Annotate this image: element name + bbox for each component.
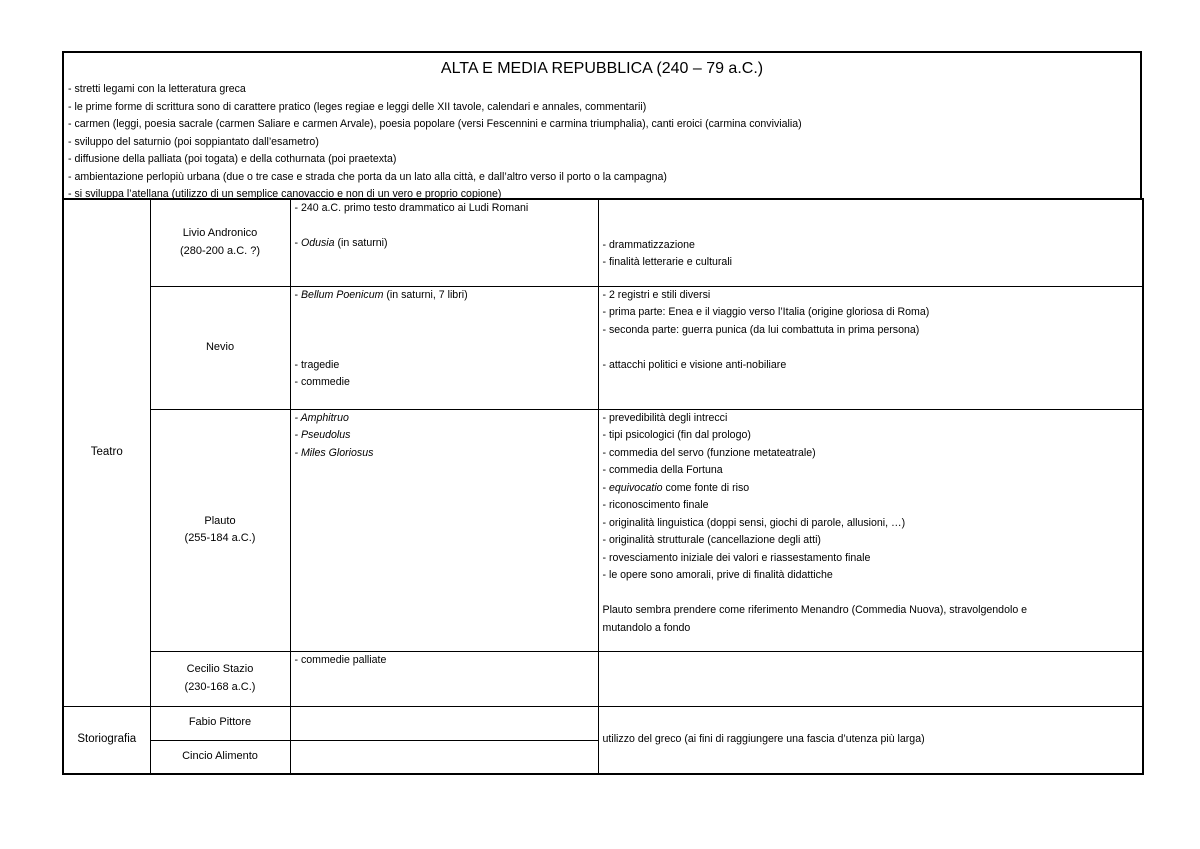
note-line: - prevedibilità degli intrecci bbox=[602, 411, 728, 424]
page-title: ALTA E MEDIA REPUBBLICA (240 – 79 a.C.) bbox=[440, 60, 764, 77]
note-line: mutandolo a fondo bbox=[602, 621, 691, 634]
work-line: - tragedie bbox=[294, 358, 340, 371]
note-line: - commedia del servo (funzione metateatrale) bbox=[602, 446, 816, 459]
table-row bbox=[63, 199, 1143, 286]
note-line: - tipi psicologici (fin dal prologo) bbox=[602, 429, 751, 441]
intro-line: - ambientazione perlopiù urbana (due o tre case e strada che porta da un lato alla città, e dall’altro verso il porto o la campagna) bbox=[68, 170, 667, 183]
work-title: Odusia bbox=[300, 237, 335, 249]
works-cell bbox=[290, 706, 598, 740]
note-term: equivocatio bbox=[608, 481, 663, 494]
work-line: - Miles Gloriosus bbox=[294, 446, 374, 459]
intro-line: - stretti legami con la letteratura greca bbox=[68, 83, 246, 95]
note-line: - le opere sono amorali, prive di finalità didattiche bbox=[602, 569, 833, 581]
author-name: Cincio Alimento bbox=[150, 740, 290, 774]
note-line: - equivocatio come fonte di riso bbox=[602, 481, 750, 494]
works-cell bbox=[290, 651, 598, 706]
intro-line: - sviluppo del saturnio (poi soppiantato dall’esametro) bbox=[68, 135, 319, 148]
works-cell bbox=[290, 199, 598, 286]
author-cell bbox=[150, 651, 290, 706]
document-page bbox=[62, 51, 1142, 775]
note-line: - finalità letterarie e culturali bbox=[602, 256, 733, 268]
table-row bbox=[63, 651, 1143, 706]
category-storiografia: Storiografia bbox=[63, 706, 150, 774]
works-cell bbox=[290, 286, 598, 409]
notes-cell: utilizzo del greco (ai fini di raggiungere una fascia d’utenza più larga) bbox=[598, 706, 1143, 774]
note-line: - prima parte: Enea e il viaggio verso l’Italia (origine gloriosa di Roma) bbox=[602, 306, 930, 318]
table-row bbox=[63, 286, 1143, 409]
author-name: Fabio Pittore bbox=[150, 706, 290, 740]
author-dates: (230-168 a.C.) bbox=[184, 680, 256, 693]
author-cell bbox=[150, 286, 290, 409]
author-dates: (255-184 a.C.) bbox=[184, 532, 256, 544]
notes-cell bbox=[598, 199, 1143, 286]
author-name: Nevio bbox=[205, 340, 235, 353]
work-title: Bellum Poenicum bbox=[300, 288, 384, 301]
notes-cell bbox=[598, 651, 1143, 706]
note-line: - drammatizzazione bbox=[602, 238, 695, 251]
table-row bbox=[63, 706, 1143, 740]
author-cell bbox=[150, 199, 290, 286]
author-name: Livio Andronico bbox=[182, 227, 258, 240]
work-line: - Bellum Poenicum (in saturni, 7 libri) bbox=[294, 288, 468, 301]
intro-line: - le prime forme di scrittura sono di carattere pratico (leges regiae e leggi delle XII tavole, calendari e annales, commentarii) bbox=[68, 100, 647, 113]
works-cell bbox=[290, 740, 598, 774]
category-teatro: Teatro bbox=[63, 199, 150, 706]
notes-cell bbox=[598, 409, 1143, 651]
note-line: - rovesciamento iniziale dei valori e riassestamento finale bbox=[602, 551, 871, 564]
note-line: - commedia della Fortuna bbox=[602, 464, 723, 476]
notes-cell bbox=[598, 286, 1143, 409]
work-line: - Odusia (in saturni) bbox=[294, 237, 388, 249]
authors-table bbox=[62, 198, 1144, 775]
note-line: - originalità strutturale (cancellazione degli atti) bbox=[602, 534, 821, 546]
note-line: - seconda parte: guerra punica (da lui combattuta in prima persona) bbox=[602, 323, 920, 336]
work-line: - 240 a.C. primo testo drammatico ai Ludi Romani bbox=[294, 202, 529, 214]
intro-line: - si sviluppa l’atellana (utilizzo di un semplice canovaccio e non di un vero e proprio copione) bbox=[68, 188, 502, 200]
note-line: - attacchi politici e visione anti-nobiliare bbox=[602, 358, 787, 371]
note-line: - 2 registri e stili diversi bbox=[602, 288, 711, 301]
intro-box bbox=[62, 51, 1142, 198]
note-line: Plauto sembra prendere come riferimento Menandro (Commedia Nuova), stravolgendolo e bbox=[602, 604, 1028, 616]
author-name: Plauto bbox=[204, 514, 236, 527]
author-dates: (280-200 a.C. ?) bbox=[179, 244, 261, 257]
works-cell bbox=[290, 409, 598, 651]
note-line: - riconoscimento finale bbox=[602, 499, 709, 511]
author-name: Cecilio Stazio bbox=[186, 663, 254, 675]
work-line: - commedie palliate bbox=[294, 653, 387, 666]
intro-line: - diffusione della palliata (poi togata) e della cothurnata (poi praetexta) bbox=[68, 153, 397, 165]
work-line: - Amphitruo bbox=[294, 411, 349, 424]
work-line: - commedie bbox=[294, 376, 350, 388]
author-cell bbox=[150, 409, 290, 651]
note-line: - originalità linguistica (doppi sensi, giochi di parole, allusioni, …) bbox=[602, 516, 906, 529]
table-row bbox=[63, 409, 1143, 651]
work-line: - Pseudolus bbox=[294, 429, 351, 441]
intro-line: - carmen (leggi, poesia sacrale (carmen Saliare e carmen Arvale), poesia popolare (versi Fescennini e carmina triumphalia), canti eroici (carmina convivialia) bbox=[68, 118, 802, 130]
